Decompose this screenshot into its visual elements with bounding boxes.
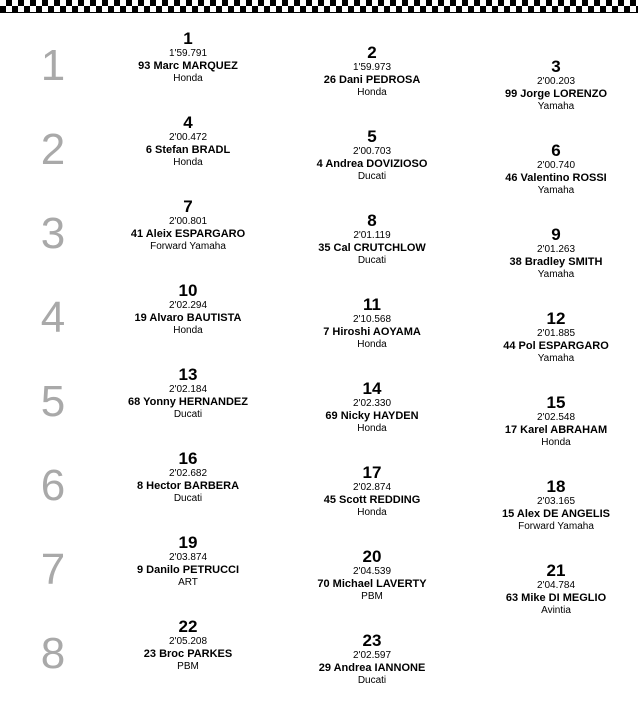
rider-name: 93 Marc MARQUEZ [138,60,238,72]
lap-time: 2'00.801 [168,216,208,227]
banner-divider [0,12,638,13]
team-name: Honda [173,325,203,336]
rider-name: 7 Hiroshi AOYAMA [323,326,421,338]
rider-card [108,30,268,85]
grid-position: 4 [183,113,193,132]
grid-position: 10 [178,281,198,300]
rider-card [108,282,268,337]
lap-time: 2'02.874 [352,482,392,493]
rider-name: 69 Nicky HAYDEN [325,410,419,422]
lap-time: 2'02.682 [168,468,208,479]
rider-name: 70 Michael LAVERTY [317,578,427,590]
grid-position: 14 [362,379,382,398]
grid-position: 19 [178,533,198,552]
rider-card [292,632,452,687]
team-name: PBM [177,661,199,672]
rider-card [292,548,452,603]
grid-position: 2 [367,43,377,62]
rider-name: 45 Scott REDDING [323,494,421,506]
rider-card [108,450,268,505]
rider-card [292,464,452,519]
lap-time: 2'03.165 [536,496,576,507]
rider-name: 99 Jorge LORENZO [504,88,608,100]
team-name: Forward Yamaha [518,521,594,532]
rider-name: 19 Alvaro BAUTISTA [134,312,242,324]
lap-time: 2'05.208 [168,636,208,647]
rider-card [292,212,452,267]
grid-position: 11 [363,295,381,314]
grid-position: 23 [362,631,382,650]
lap-time: 2'03.874 [168,552,208,563]
team-name: Ducati [357,675,387,686]
rider-name: 26 Dani PEDROSA [323,74,421,86]
rider-card [108,198,268,253]
team-name: Honda [357,507,387,518]
rider-card [108,366,268,421]
grid-position: 21 [546,561,566,580]
lap-time: 2'01.885 [536,328,576,339]
rider-name: 23 Broc PARKES [143,648,233,660]
grid-position: 22 [178,617,198,636]
lap-time: 2'00.740 [536,160,576,171]
rider-name: 38 Bradley SMITH [509,256,603,268]
team-name: Forward Yamaha [150,241,226,252]
grid-position: 8 [367,211,377,230]
rider-card [292,44,452,99]
rider-card [476,226,636,281]
grid-position: 7 [183,197,193,216]
grid-row-number: 2 [40,125,66,174]
rider-name: 68 Yonny HERNANDEZ [127,396,248,408]
rider-name: 4 Andrea DOVIZIOSO [316,158,428,170]
lap-time: 2'00.203 [536,76,576,87]
rider-card [476,58,636,113]
rider-card [292,296,452,351]
grid-position: 3 [551,57,561,76]
grid-row-number: 8 [40,629,66,678]
team-name: Honda [173,73,203,84]
grid-row-number: 7 [40,545,66,594]
team-name: Ducati [173,493,203,504]
grid-position: 16 [178,449,198,468]
team-name: PBM [361,591,383,602]
lap-time: 2'10.568 [352,314,392,325]
rider-card [292,128,452,183]
team-name: ART [178,577,198,588]
rider-name: 29 Andrea IANNONE [318,662,426,674]
team-name: Yamaha [537,185,575,196]
grid-row-number: 3 [40,209,66,258]
grid-position: 1 [183,29,193,48]
grid-position: 18 [546,477,566,496]
grid-row-number: 6 [40,461,66,510]
team-name: Ducati [357,171,387,182]
rider-name: 9 Danilo PETRUCCI [136,564,240,576]
rider-card [292,380,452,435]
rider-name: 41 Aleix ESPARGARO [130,228,246,240]
team-name: Honda [173,157,203,168]
team-name: Yamaha [537,353,575,364]
rider-card [476,394,636,449]
lap-time: 2'01.263 [536,244,576,255]
grid-position: 20 [362,547,382,566]
rider-name: 6 Stefan BRADL [145,144,231,156]
team-name: Yamaha [537,269,575,280]
lap-time: 2'02.184 [168,384,208,395]
rider-card [476,562,636,617]
rider-card [108,534,268,589]
rider-card [108,618,268,673]
grid-position: 9 [551,225,561,244]
rider-name: 8 Hector BARBERA [136,480,240,492]
lap-time: 2'02.294 [168,300,208,311]
rider-name: 46 Valentino ROSSI [505,172,607,184]
lap-time: 2'02.330 [352,398,392,409]
checkered-flag-banner [0,0,638,12]
rider-name: 63 Mike DI MEGLIO [505,592,607,604]
grid-position: 13 [178,365,198,384]
grid-row-number: 4 [40,293,66,342]
rider-card [476,478,636,533]
grid-position: 15 [546,393,566,412]
lap-time: 1'59.791 [168,48,208,59]
lap-time: 2'01.119 [353,230,391,241]
team-name: Ducati [173,409,203,420]
team-name: Avintia [541,605,571,616]
grid-position: 17 [362,463,382,482]
team-name: Yamaha [537,101,575,112]
lap-time: 2'02.548 [536,412,576,423]
lap-time: 2'04.539 [352,566,392,577]
rider-name: 35 Cal CRUTCHLOW [318,242,426,254]
grid-row-number: 1 [40,41,66,90]
rider-name: 15 Alex DE ANGELIS [502,508,610,520]
grid-row-number: 5 [40,377,66,426]
team-name: Honda [541,437,571,448]
grid-position: 12 [546,309,566,328]
rider-card [108,114,268,169]
rider-card [476,142,636,197]
team-name: Ducati [357,255,387,266]
grid-position: 5 [367,127,377,146]
grid-position: 6 [551,141,561,160]
rider-card [476,310,636,365]
rider-name: 44 Pol ESPARGARO [503,340,609,352]
lap-time: 2'04.784 [536,580,576,591]
lap-time: 2'00.472 [168,132,208,143]
team-name: Honda [357,423,387,434]
lap-time: 2'02.597 [352,650,392,661]
rider-name: 17 Karel ABRAHAM [504,424,608,436]
team-name: Honda [357,87,387,98]
team-name: Honda [357,339,387,350]
lap-time: 1'59.973 [352,62,392,73]
lap-time: 2'00.703 [352,146,392,157]
